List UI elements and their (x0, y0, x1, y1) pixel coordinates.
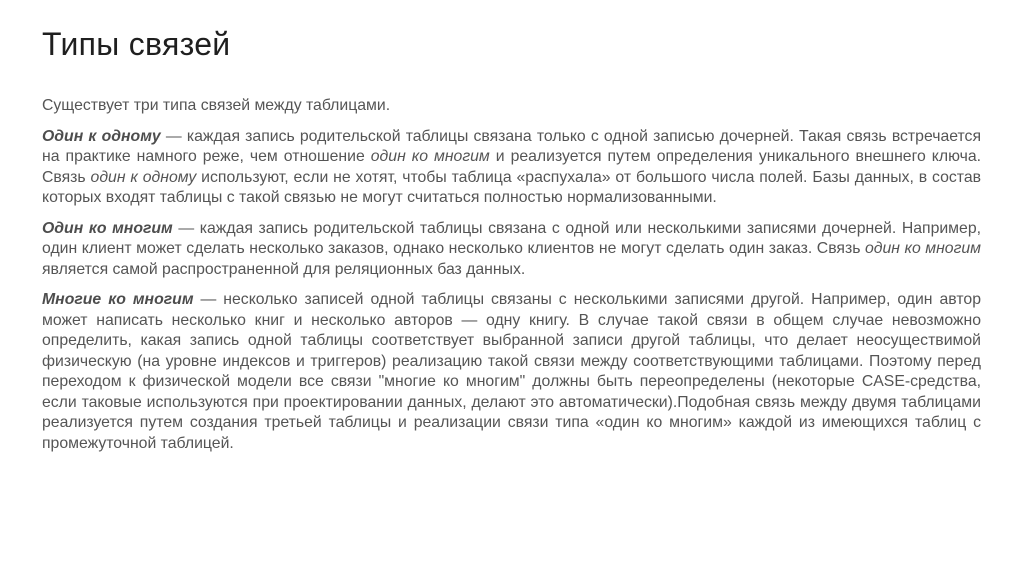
one-to-many-italic-a: один ко многим (864, 240, 982, 257)
many-to-many-term: Многие ко многим (42, 291, 194, 308)
many-to-many-text-a: — несколько записей одной таблицы связаны с несколькими записями другой. Например, один автор может написать несколько книг и несколько авторов — одну книгу. В случае такой связи в общем случае невозможно определить, какая запись одной таблицы соответствует выбранной записи другой таблицы, что делает неосуществимой физическую (на уровне индексов и триггеров) реализацию такой связи между соответствующими таблицами. Поэтому перед переходом к физической модели все связи "многие ко многим" должны быть переопределены (некоторые CASE-средства, если таковые используются при проектировании данных, делают это автоматически).Подобная связь между двумя таблицами реализуется путем создания третьей таблицы и реализации связи типа «один ко многим» каждой из имеющихся таблиц с промежуточной таблицей. (42, 291, 981, 452)
slide-body (42, 96, 981, 464)
one-to-one-text-a: — каждая запись родительской таблицы связана только с одной записью дочерней. Такая связь встречается на практике намного реже, чем отношение (42, 127, 982, 165)
intro-paragraph: Существует три типа связей между таблицами. (42, 97, 391, 114)
one-to-one-text-c: используют, если не хотят, чтобы таблица «распухала» от большого числа полей. Базы данных, в состав которых входят таблицы с такой связью не могут считаться полностью нормализованными. (42, 168, 982, 206)
one-to-one-term: Один к одному (42, 127, 161, 145)
one-to-many-paragraph (42, 219, 981, 281)
many-to-many-paragraph (42, 290, 981, 454)
one-to-one-italic-b: один к одному (90, 168, 197, 186)
one-to-one-text-b: и реализуется путем определения уникального внешнего ключа. Связь (42, 148, 981, 186)
one-to-many-text-b: является самой распространенной для реляционных баз данных. (42, 260, 526, 278)
one-to-many-term: Один ко многим (42, 219, 173, 237)
one-to-one-paragraph (42, 127, 981, 209)
slide-title: Типы связей (42, 26, 231, 62)
one-to-one-italic-a: один ко многим (370, 148, 490, 165)
one-to-many-text-a: — каждая запись родительской таблицы связана с одной или несколькими записями дочерней. Например, один клиент может сделать несколько заказов, однако несколько клиентов не могут сделать один заказ. Связь (42, 219, 981, 257)
